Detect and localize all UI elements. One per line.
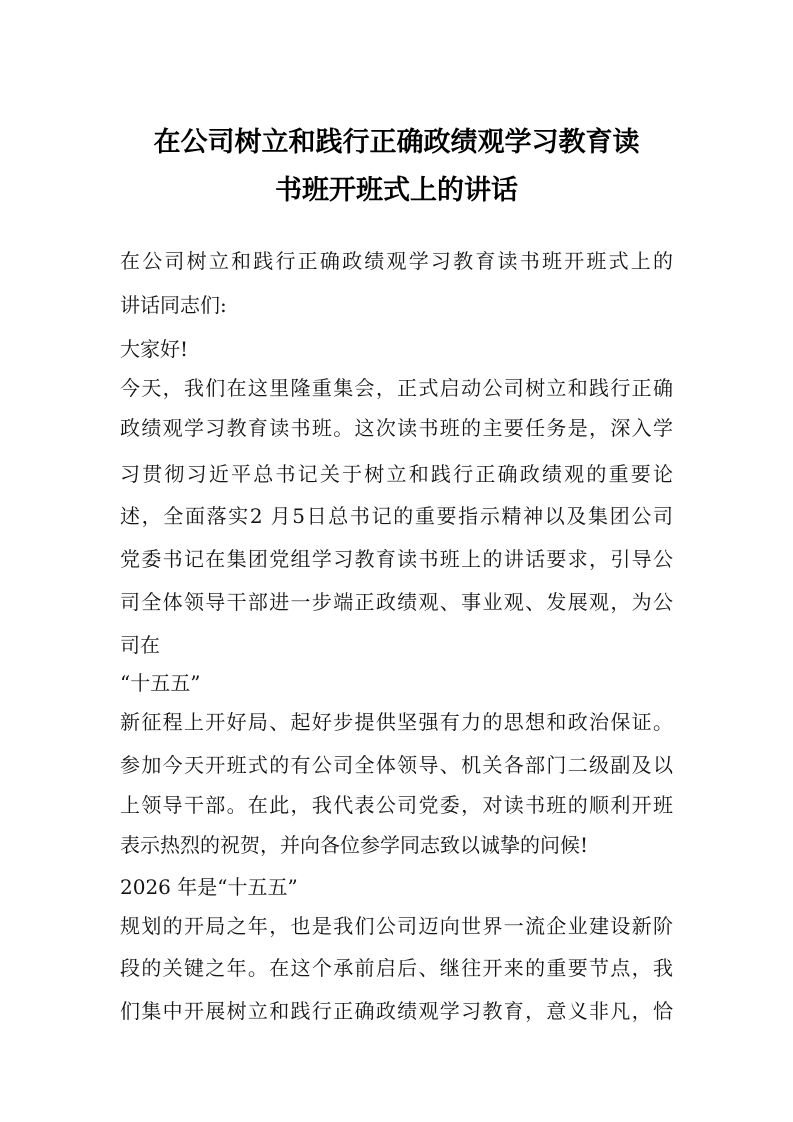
document-title-line-2: 书班开班式上的讲话 (275, 175, 518, 206)
document-title-line-1: 在公司树立和践行正确政绩观学习教育读 (153, 127, 640, 158)
paragraph-line: “十五五” (120, 671, 201, 695)
paragraph-line: 2026 年是“十五五” (120, 875, 298, 899)
paragraph-line: 新征程上开好局、起好步提供坚强有力的思想和政治保证。 (120, 710, 673, 734)
paragraph-line: 政绩观学习教育读书班。这次读书班的主要任务是，深入学 (120, 416, 673, 440)
paragraph-line: 参加今天开班式的有公司全体领导、机关各部门二级副及以 (120, 753, 673, 777)
paragraph-line: 述，全面落实2 月5日总书记的重要指示精神以及集团公司 (120, 504, 673, 528)
paragraph-line: 在公司树立和践行正确政绩观学习教育读书班开班式上的 (120, 249, 673, 273)
paragraph-line: 司在 (120, 633, 160, 657)
paragraph-line: 们集中开展树立和践行正确政绩观学习教育，意义非凡，恰 (120, 999, 673, 1023)
paragraph-line: 讲话同志们: (120, 293, 227, 317)
paragraph-line: 上领导干部。在此，我代表公司党委，对读书班的顺利开班 (120, 793, 673, 817)
paragraph-line: 表示热烈的祝贺，并向各位参学同志致以诚挚的问候! (120, 833, 589, 857)
paragraph-line: 段的关键之年。在这个承前启后、继往开来的重要节点，我 (120, 956, 673, 980)
paragraph-line: 大家好! (120, 337, 189, 361)
paragraph-line: 今天，我们在这里隆重集会，正式启动公司树立和践行正确 (120, 376, 673, 400)
paragraph-line: 规划的开局之年，也是我们公司迈向世界一流企业建设新阶 (120, 914, 673, 938)
paragraph-line: 司全体领导干部进一步端正政绩观、事业观、发展观，为公 (120, 590, 673, 614)
paragraph-line: 党委书记在集团党组学习教育读书班上的讲话要求，引导公 (120, 547, 673, 571)
paragraph-line: 习贯彻习近平总书记关于树立和践行正确政绩观的重要论 (120, 462, 673, 486)
